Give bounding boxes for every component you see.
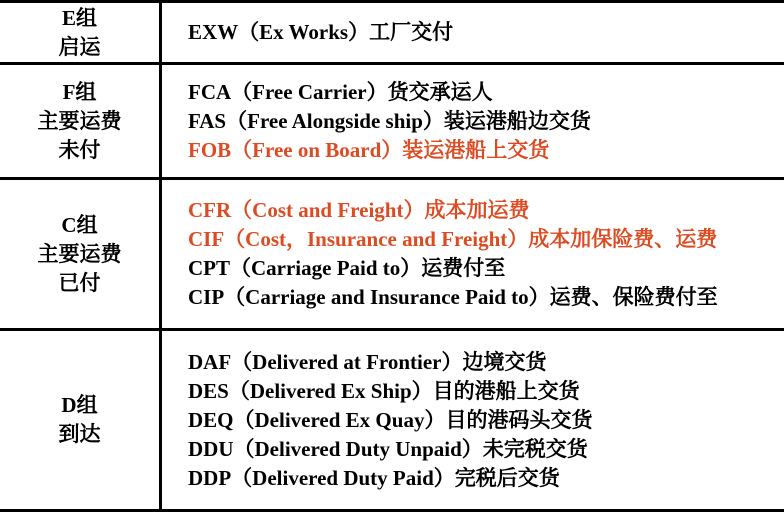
- group-c-label-cell: [0, 180, 162, 328]
- group-description: 启运: [58, 34, 101, 59]
- table-row-group-e: [0, 3, 784, 65]
- group-f-label-cell: [0, 65, 162, 177]
- term-fob: FOB（Free on Board）装运港船上交货: [188, 137, 550, 162]
- group-name: F组: [62, 79, 97, 104]
- group-name: D组: [61, 393, 98, 417]
- group-description: 未付: [58, 137, 101, 162]
- group-d-terms-cell: [162, 331, 784, 509]
- group-d-label-cell: [0, 331, 162, 509]
- term-cfr: CFR（Cost and Freight）成本加运费: [188, 198, 530, 222]
- group-c-terms-cell: [162, 180, 784, 328]
- term-cif: CIF（Cost，Insurance and Freight）成本加保险费、运费: [188, 227, 718, 251]
- group-description: 主要运费: [37, 241, 122, 266]
- term-fas: FAS（Free Alongside ship）装运港船边交货: [188, 108, 591, 133]
- group-name: C组: [61, 212, 98, 237]
- group-e-label-cell: [0, 3, 162, 62]
- term-ddu: DDU（Delivered Duty Unpaid）未完税交货: [188, 436, 588, 461]
- table-row-group-c: [0, 180, 784, 331]
- table-row-group-d: [0, 331, 784, 512]
- term-fca: FCA（Free Carrier）货交承运人: [188, 79, 493, 104]
- term-deq: DEQ（Delivered Ex Quay）目的港码头交货: [188, 407, 593, 432]
- group-name: E组: [61, 5, 97, 30]
- term-daf: DAF（Delivered at Frontier）边境交货: [188, 349, 547, 374]
- term-des: DES（Delivered Ex Ship）目的港船上交货: [188, 378, 580, 403]
- table-row-group-f: [0, 65, 784, 180]
- group-description: 已付: [58, 270, 101, 295]
- term-cip: CIP（Carriage and Insurance Paid to）运费、保险费付至: [188, 285, 718, 309]
- group-f-terms-cell: [162, 65, 784, 177]
- term-cpt: CPT（Carriage Paid to）运费付至: [188, 256, 506, 280]
- group-e-terms-cell: [162, 3, 784, 62]
- group-description: 主要运费: [37, 108, 122, 133]
- term-exw: EXW（Ex Works）工厂交付: [188, 20, 454, 44]
- term-ddp: DDP（Delivered Duty Paid）完税后交货: [188, 465, 560, 490]
- group-description: 到达: [58, 422, 101, 446]
